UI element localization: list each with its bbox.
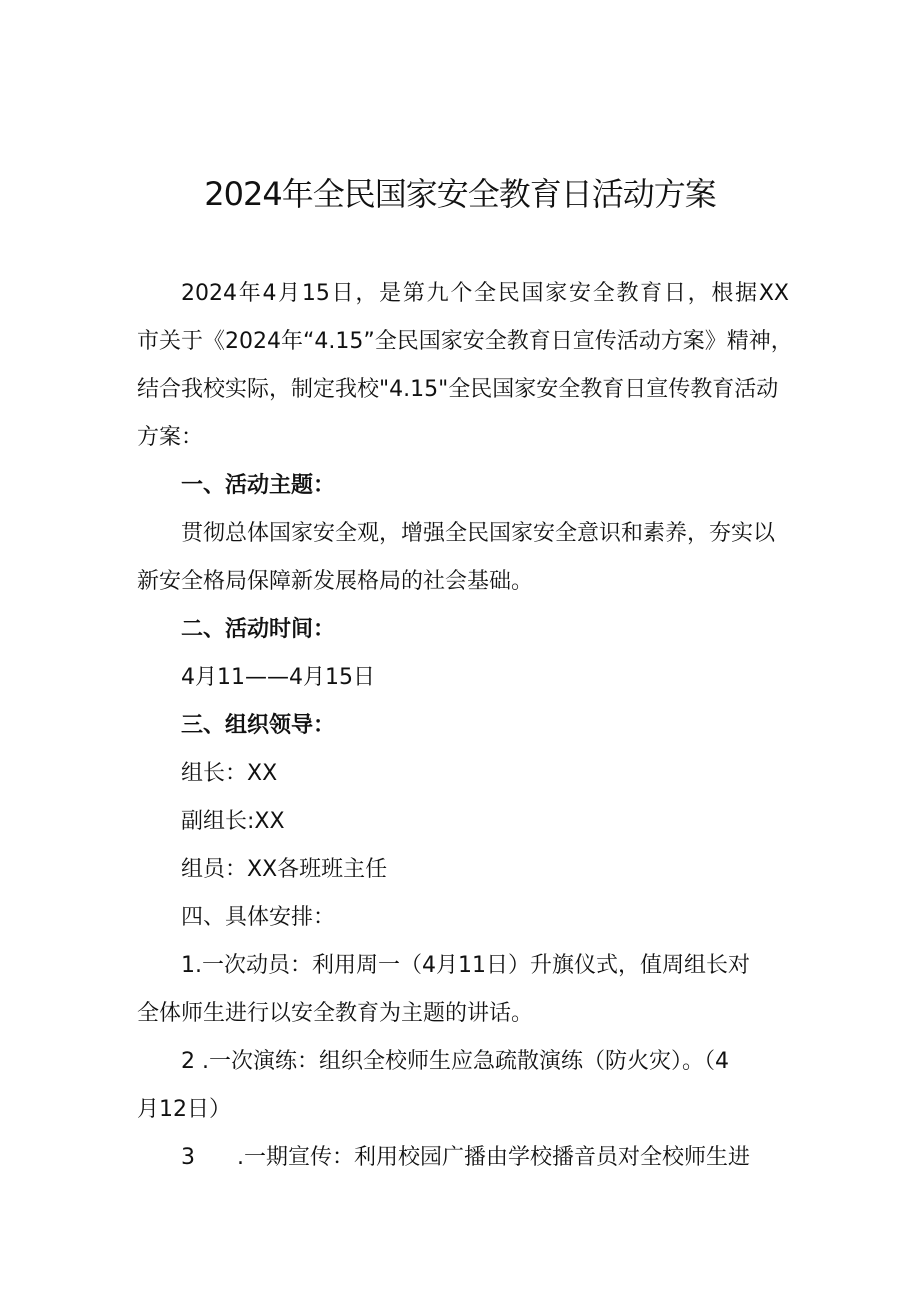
deputy-leader-text: 副组长:XX <box>181 809 285 834</box>
item-3-line-1: 3 .一期宣传：利用校园广播由学校播音员对全校师生进 <box>181 1145 750 1170</box>
section-heading-time: 二、活动时间： <box>181 617 336 642</box>
section-heading-arrangements: 四、具体安排： <box>181 905 336 930</box>
intro-paragraph <box>137 270 793 462</box>
theme-line-2: 新安全格局保障新发展格局的社会基础。 <box>137 569 534 594</box>
arrangement-item-2 <box>137 1038 789 1134</box>
item-1-line-2: 全体师生进行以安全教育为主题的讲话。 <box>137 1001 534 1026</box>
intro-line-3: 结合我校实际，制定我校"4.15"全民国家安全教育日宣传教育活动 <box>137 377 779 402</box>
arrangement-item-1 <box>137 942 789 1038</box>
theme-paragraph <box>137 510 789 606</box>
document-body <box>137 270 793 1182</box>
section-heading-theme: 一、活动主题： <box>181 473 336 498</box>
time-text: 4月11——4月15日 <box>181 665 375 690</box>
section-heading-leadership: 三、组织领导： <box>181 713 336 738</box>
item-2-line-2: 月12日） <box>137 1097 231 1122</box>
item-2-line-1: 2 .一次演练：组织全校师生应急疏散演练（防火灾）。（4 <box>181 1049 729 1074</box>
theme-line-1: 贯彻总体国家安全观，增强全民国家安全意识和素养，夯实以 <box>181 521 776 546</box>
item-1-line-1: 1.一次动员：利用周一（4月11日）升旗仪式，值周组长对 <box>181 953 750 978</box>
leader-text: 组长：XX <box>181 761 278 786</box>
arrangement-item-3 <box>137 1134 789 1182</box>
intro-line-1: 2024年4月15日，是第九个全民国家安全教育日，根据XX <box>181 281 789 306</box>
document-title: 2024年全民国家安全教育日活动方案 <box>204 175 716 213</box>
members-text: 组员：XX各班班主任 <box>181 857 388 882</box>
intro-line-4: 方案： <box>137 425 204 450</box>
intro-line-2: 市关于《2024年“4.15”全民国家安全教育日宣传活动方案》精神， <box>137 329 793 354</box>
